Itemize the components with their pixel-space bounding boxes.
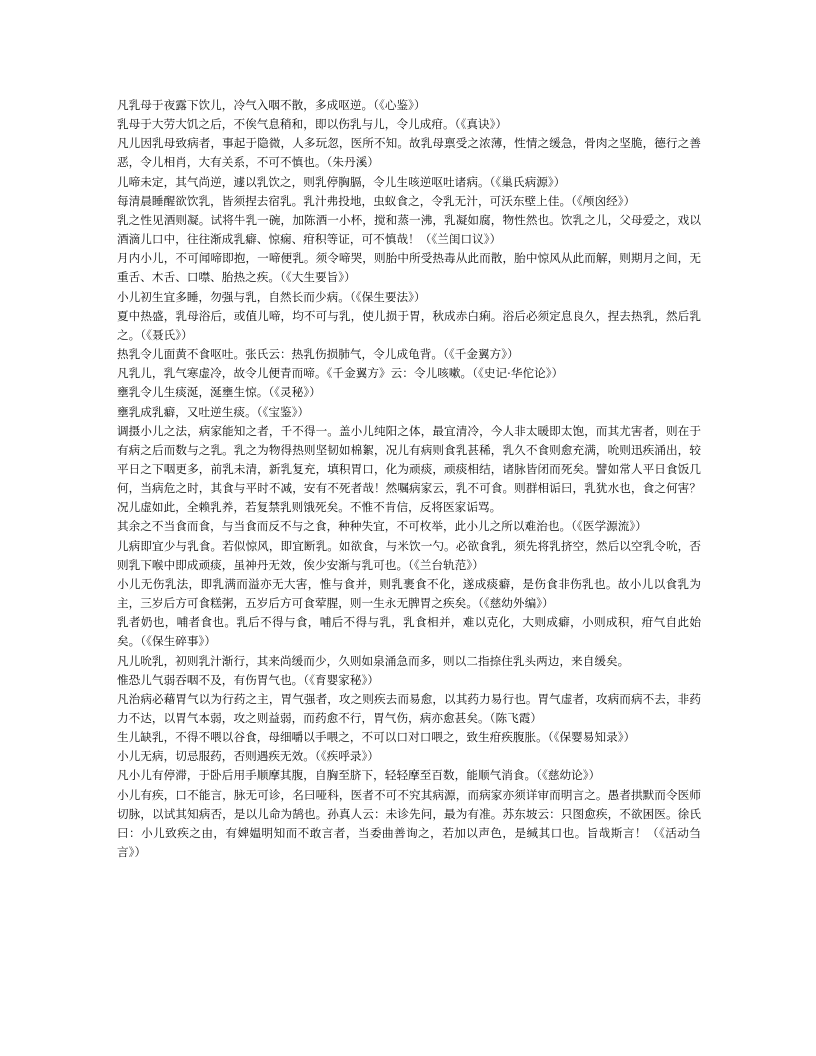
- paragraph: 凡乳母于夜露下饮儿，冷气入咽不散，多成呕逆。（《心鉴》）: [117, 98, 426, 112]
- paragraph: 小儿无伤乳法，即乳满而溢亦无大害，惟与食并，则乳裹食不化，遂成痰癖，是伤食非伤乳也。故小儿以食乳为主，三岁后方可食糕粥，五岁后方可食荤腥，则一生永无脾胃之疾矣。（《慈幼外编》）: [117, 576, 701, 611]
- paragraph: 凡乳儿，乳气寒虚冷，故令儿便青而啼。《千金翼方》云：令儿咳嗽。（《史记·华佗论》）: [117, 366, 564, 381]
- paragraph: 壅乳成乳癖，又吐逆生痰。（《宝鉴》）: [117, 404, 310, 419]
- paragraph: 生儿缺乳，不得不喂以谷食，母细嚼以手喂之，不可以口对口喂之，致生疳疾腹胀。（《保婴易知录》）: [117, 730, 636, 745]
- paragraph: 每清晨睡醒欲饮乳，皆须捏去宿乳。乳汁弗投地，虫蚁食之，令乳无汁，可沃东壁上佳。（《颅囟经》）: [117, 193, 636, 208]
- paragraph: 热乳令儿面黄不食呕吐。张氏云：热乳伤损肺气，令儿成龟背。（《千金翼方》）: [117, 347, 519, 362]
- paragraph: 夏中热盛，乳母浴后，或值儿啼，均不可与乳，使儿损于胃，秋成赤白痢。浴后必须定息良久，捏去热乳，然后乳之。（《聂氏》）: [117, 308, 701, 342]
- paragraph: 小儿初生宜多睡，勿强与乳，自然长而少病。（《保生要法》）: [117, 289, 426, 304]
- paragraph: 凡治病必藉胃气以为行药之主，胃气强者，攻之则疾去而易愈，以其药力易行也。胃气虚者，攻病而病不去，非药力不达，以胃气本弱，攻之则益弱，而药愈不行，胃气伤，病亦愈甚矣。（陈飞霞）: [117, 691, 701, 725]
- paragraph: 惟恐儿气弱吞咽不及，有伤胃气也。（《育婴家秘》）: [117, 672, 380, 687]
- paragraph: 其余之不当食而食，与当食而反不与之食，种种失宜，不可枚举，此小儿之所以难治也。（《医学源流》）: [117, 519, 647, 534]
- paragraph: 儿啼未定，其气尚逆，遽以乳饮之，则乳停胸膈，令儿生咳逆呕吐诸病。（《巢氏病源》）: [117, 174, 566, 189]
- paragraph: 月内小儿，不可闻啼即抱，一啼便乳。须令啼哭，则胎中所受热毒从此而散，胎中惊风从此而解，则期月之间，无重舌、木舌、口噤、胎热之疾。（《大生要旨》）: [117, 251, 701, 285]
- paragraph: 凡儿吮乳，初则乳汁渐行，其来尚缓而少，久则如泉涌急而多，则以二指捺住乳头两边，来自缓矣。: [117, 653, 630, 668]
- paragraph: 小儿有疾，口不能言，脉无可诊，名曰哑科，医者不可不究其病源，而病家亦须详审而明言之。愚者拱默而令医师切脉，以试其知病否，是以儿命为鹄也。孙真人云：未诊先问，最为有准。苏东坡云：只图愈疾，不欲困医。徐氏曰：小儿致疾之由，有婢媪明知而不敢言者，当委曲善询之，若加以声色，是缄其口也。旨哉斯言！（《活动刍言》）: [117, 787, 701, 860]
- paragraph: 小儿无病，切忌服药，否则遇疾无效。（《疾呼录》）: [117, 749, 380, 764]
- paragraph: 调摄小儿之法，病家能知之者，千不得一。盖小儿纯阳之体，最宜清冷，今人非太暖即太饱，而其尤害者，则在于有病之后而数与之乳。乳之为物得热则坚韧如棉絮，况儿有病则食乳甚稀，乳久不食则愈充满，吮则迅疾涌出，较平日之下咽更多，前乳未清，新乳复充，填积胃口，化为顽痰，顽痰相结，诸脉皆闭而死矣。譬如常人平日食饭几何，当病危之时，其食与平时不减，安有不死者哉！然嘱病家云，乳不可食。则群相诟曰，乳犹水也，食之何害？况儿虚如此，全赖乳养，若复禁乳则饿死矣。不惟不肯信，反将医家诟骂。: [117, 423, 701, 515]
- paragraph: 乳者奶也，哺者食也。乳后不得与食，哺后不得与乳，乳食相并，难以克化，大则成癖，小则成积，疳气自此始矣。（《保生碎事》）: [117, 615, 701, 649]
- paragraph: 凡儿因乳母致病者，事起于隐微，人多玩忽，医所不知。故乳母禀受之浓薄，性情之缓急，骨肉之坚脆，德行之善恶，令儿相肖，大有关系，不可不慎也。（朱丹溪）: [117, 136, 701, 170]
- paragraph: 凡小儿有停滞，于卧后用手顺摩其腹，自胸至脐下，轻轻摩至百数，能顺气消食。（《慈幼论》）: [117, 768, 601, 783]
- paragraph: 乳之性见酒则凝。试将牛乳一碗，加陈酒一小杯，搅和蒸一沸，乳凝如腐，物性然也。饮乳之儿，父母爱之，戏以酒滴儿口中，往往渐成乳癖、惊痫、疳积等证，可不慎哉！（《兰闺口议》）: [117, 212, 701, 247]
- paragraph: 儿病即宜少与乳食。若似惊风，即宜断乳。如欲食，与米饮一勺。必欲食乳，须先将乳挤空，然后以空乳令吮，否则乳下喉中即成顽痰，虽神丹无效，俟少安渐与乳可也。（《兰台轨范》）: [117, 538, 701, 572]
- document-text-body: [117, 96, 701, 862]
- paragraph: 壅乳令儿生痰涎，涎壅生惊。（《灵秘》）: [117, 385, 321, 400]
- paragraph: 乳母于大劳大饥之后，不俟气息稍和，即以伤乳与儿，令儿成疳。（《真诀》）: [117, 117, 508, 132]
